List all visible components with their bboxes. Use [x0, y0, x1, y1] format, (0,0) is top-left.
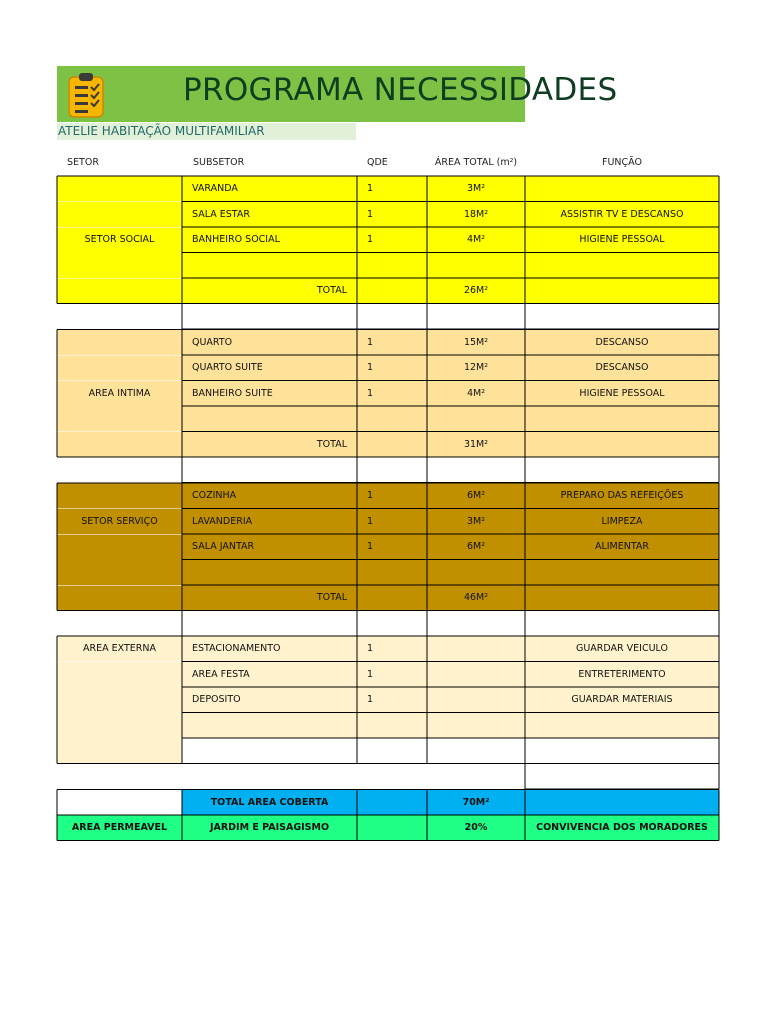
- funcao-cell: LIMPEZA: [525, 509, 719, 535]
- subsetor-cell: BANHEIRO SUITE: [182, 381, 357, 407]
- subsetor-cell: SALA JANTAR: [182, 534, 357, 560]
- setor-label: AREA INTIMA: [88, 387, 151, 399]
- qde-cell: 1: [357, 227, 427, 253]
- qde-cell: 1: [357, 483, 427, 509]
- qde-cell: 1: [357, 687, 427, 713]
- subsetor-cell: COZINHA: [182, 483, 357, 509]
- qde-cell: 1: [357, 381, 427, 407]
- subsetor-cell: VARANDA: [182, 176, 357, 202]
- header-area: ÁREA TOTAL (m²): [434, 157, 518, 168]
- header-subsetor: SUBSETOR: [193, 157, 245, 168]
- page-subtitle: ATELIE HABITAÇÃO MULTIFAMILIAR: [58, 124, 265, 138]
- funcao-cell: PREPARO DAS REFEIÇÕES: [525, 483, 719, 509]
- jardim-label: JARDIM E PAISAGISMO: [182, 815, 357, 841]
- subsetor-cell: QUARTO SUITE: [182, 355, 357, 381]
- setor-label: AREA EXTERNA: [83, 643, 156, 655]
- qde-cell: 1: [357, 330, 427, 356]
- area-cell: 3M²: [427, 176, 525, 202]
- header-qde: QDE: [367, 157, 388, 168]
- area-permeavel-label: AREA PERMEAVEL: [57, 815, 182, 841]
- permeavel-funcao: CONVIVENCIA DOS MORADORES: [525, 815, 719, 841]
- funcao-cell: HIGIENE PESSOAL: [525, 381, 719, 407]
- total-label: TOTAL: [182, 432, 357, 458]
- qde-cell: 1: [357, 176, 427, 202]
- total-coberta-value: 70M²: [427, 790, 525, 816]
- header-funcao: FUNÇÃO: [602, 157, 642, 168]
- subsetor-cell: QUARTO: [182, 330, 357, 356]
- permeavel-value: 20%: [427, 815, 525, 841]
- qde-cell: 1: [357, 509, 427, 535]
- funcao-cell: GUARDAR VEICULO: [525, 636, 719, 662]
- total-value: 26M²: [427, 278, 525, 304]
- area-cell: 15M²: [427, 330, 525, 356]
- qde-cell: 1: [357, 202, 427, 228]
- area-cell: 4M²: [427, 227, 525, 253]
- total-label: TOTAL: [182, 585, 357, 611]
- header-setor: SETOR: [67, 157, 99, 168]
- subsetor-cell: SALA ESTAR: [182, 202, 357, 228]
- subsetor-cell: LAVANDERIA: [182, 509, 357, 535]
- qde-cell: 1: [357, 534, 427, 560]
- qde-cell: 1: [357, 636, 427, 662]
- funcao-cell: DESCANSO: [525, 330, 719, 356]
- total-label: TOTAL: [182, 278, 357, 304]
- area-cell: 3M²: [427, 509, 525, 535]
- funcao-cell: ALIMENTAR: [525, 534, 719, 560]
- setor-label: SETOR SOCIAL: [84, 234, 155, 246]
- subsetor-cell: ESTACIONAMENTO: [182, 636, 357, 662]
- qde-cell: 1: [357, 662, 427, 688]
- funcao-cell: ASSISTIR TV E DESCANSO: [525, 202, 719, 228]
- funcao-cell: GUARDAR MATERIAIS: [525, 687, 719, 713]
- page-title: PROGRAMA NECESSIDADES: [183, 72, 618, 108]
- area-cell: 12M²: [427, 355, 525, 381]
- qde-cell: 1: [357, 355, 427, 381]
- total-coberta-label: TOTAL AREA COBERTA: [182, 790, 357, 816]
- setor-label: SETOR SERVIÇO: [81, 515, 158, 527]
- funcao-cell: HIGIENE PESSOAL: [525, 227, 719, 253]
- area-cell: 18M²: [427, 202, 525, 228]
- funcao-cell: DESCANSO: [525, 355, 719, 381]
- subsetor-cell: BANHEIRO SOCIAL: [182, 227, 357, 253]
- subsetor-cell: AREA FESTA: [182, 662, 357, 688]
- total-value: 31M²: [427, 432, 525, 458]
- subsetor-cell: DEPOSITO: [182, 687, 357, 713]
- funcao-cell: ENTRETERIMENTO: [525, 662, 719, 688]
- area-cell: 6M²: [427, 483, 525, 509]
- total-value: 46M²: [427, 585, 525, 611]
- area-cell: 6M²: [427, 534, 525, 560]
- area-cell: 4M²: [427, 381, 525, 407]
